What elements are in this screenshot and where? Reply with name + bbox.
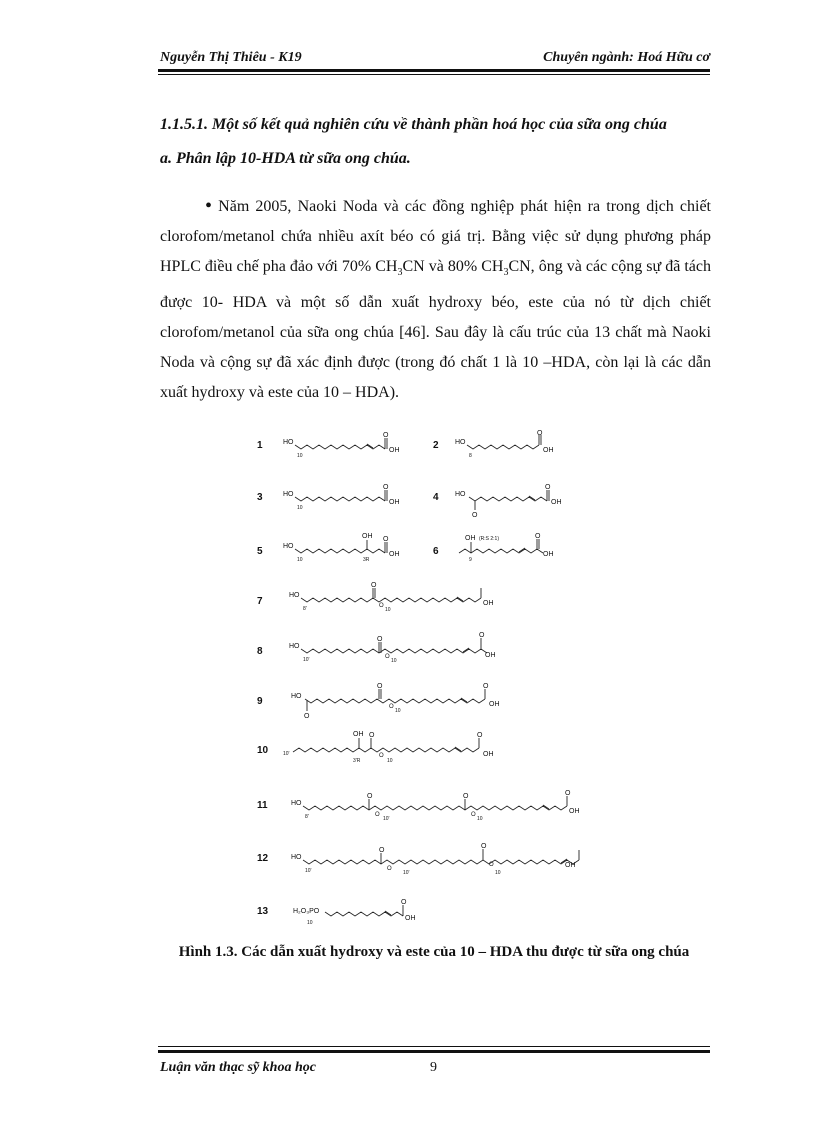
position-label: 3R bbox=[363, 557, 370, 563]
atom-label: OH bbox=[389, 551, 400, 558]
subscript-3: 3 bbox=[397, 267, 403, 279]
atom-label: O bbox=[489, 862, 494, 868]
footer-thesis-title: Luận văn thạc sỹ khoa học bbox=[160, 1060, 316, 1075]
atom-label: OH bbox=[485, 652, 496, 659]
section-heading: 1.1.5.1. Một số kết quả nghiên cứu về thành phần hoá học của sữa ong chúa bbox=[160, 116, 667, 133]
position-label: 10' bbox=[283, 751, 290, 757]
atom-label: OH bbox=[489, 701, 500, 708]
position-label: 10' bbox=[303, 657, 310, 663]
atom-label: OH bbox=[362, 533, 373, 540]
atom-label: HO bbox=[291, 693, 302, 700]
subscript-3: 3 bbox=[503, 267, 509, 279]
atom-label: HO bbox=[455, 439, 466, 446]
compound-number: 9 bbox=[257, 696, 263, 707]
body-paragraph bbox=[160, 190, 711, 408]
atom-label: OH bbox=[405, 915, 416, 922]
bullet-mark: • bbox=[205, 195, 213, 217]
atom-label: O bbox=[375, 812, 380, 818]
atom-label: O bbox=[387, 866, 392, 872]
position-label: 10' bbox=[383, 816, 390, 822]
atom-label: O bbox=[377, 683, 383, 690]
atom-label: O bbox=[389, 704, 394, 710]
atom-label: O bbox=[472, 512, 478, 519]
header-major: Chuyên ngành: Hoá Hữu cơ bbox=[543, 50, 710, 65]
atom-label: O bbox=[379, 753, 384, 759]
atom-label: O bbox=[379, 847, 385, 854]
atom-label: OH bbox=[353, 731, 364, 738]
atom-label: HO bbox=[283, 543, 294, 550]
header-rule bbox=[158, 69, 710, 72]
position-label: 10' bbox=[305, 868, 312, 874]
atom-label: O bbox=[383, 536, 389, 543]
atom-label: O bbox=[471, 812, 476, 818]
atom-label: O bbox=[537, 430, 543, 437]
subsection-heading: a. Phân lập 10-HDA từ sữa ong chúa. bbox=[160, 150, 411, 167]
position-label: 10 bbox=[297, 557, 303, 563]
atom-label: OH bbox=[465, 535, 476, 542]
compound-number: 5 bbox=[257, 546, 263, 557]
atom-label: OH bbox=[389, 499, 400, 506]
compound-number: 10 bbox=[257, 745, 269, 756]
atom-label: O bbox=[385, 654, 390, 660]
footer-rule-thin bbox=[158, 1046, 710, 1047]
paragraph-text-2: CN và 80% CH bbox=[402, 258, 504, 275]
atom-label: OH bbox=[389, 447, 400, 454]
compound-number: 13 bbox=[257, 906, 269, 917]
atom-label: O bbox=[483, 683, 489, 690]
ratio-label: (R:S 2:1) bbox=[479, 536, 500, 542]
compound-number: 8 bbox=[257, 646, 263, 657]
atom-label: HO bbox=[291, 854, 302, 861]
position-label: 10 bbox=[391, 658, 397, 664]
paragraph-text-3: CN, ông và các cộng sự đã tách được 10- HDA và một số dẫn xuất hydroxy béo, este của nó từ dịch chiết clorofom/metanol của sữa ong chúa [46]. Sau đây là cấu trúc của 13 chất mà Naoki Noda và cộng sự đã xác định được (trong đó chất 1 là 10 –HDA, còn lại là các dẫn xuất hydroxy và este của 10 – HDA). bbox=[160, 258, 712, 402]
position-label: 10' bbox=[403, 870, 410, 876]
atom-label: O bbox=[479, 632, 485, 639]
atom-label: OH bbox=[551, 499, 562, 506]
compound-number: 11 bbox=[257, 800, 268, 811]
atom-label: HO bbox=[283, 439, 294, 446]
carbon-chain bbox=[325, 912, 403, 916]
atom-label: HO bbox=[455, 491, 466, 498]
atom-label: HO bbox=[289, 643, 300, 650]
compound-number: 3 bbox=[257, 492, 263, 503]
compound-number: 2 bbox=[433, 440, 439, 451]
carbon-chain bbox=[469, 497, 547, 501]
atom-label: O bbox=[565, 790, 571, 797]
position-label: 10 bbox=[297, 453, 303, 459]
atom-label: HO bbox=[289, 592, 300, 599]
compound-number: 12 bbox=[257, 853, 269, 864]
atom-label: O bbox=[379, 603, 384, 609]
carbon-chain bbox=[305, 699, 485, 703]
position-label: 8 bbox=[469, 453, 472, 459]
atom-label: O bbox=[545, 484, 551, 491]
position-label: 10 bbox=[395, 708, 401, 714]
atom-label: OH bbox=[565, 862, 576, 869]
atom-label: HO bbox=[291, 800, 302, 807]
atom-label: O bbox=[401, 899, 407, 906]
header-author: Nguyễn Thị Thiêu - K19 bbox=[160, 50, 302, 65]
carbon-chain bbox=[301, 649, 487, 653]
page-number: 9 bbox=[430, 1060, 437, 1075]
atom-label: O bbox=[304, 713, 310, 720]
compound-number: 7 bbox=[257, 596, 263, 607]
paragraph-text-1: Năm 2005, Naoki Noda và các đồng nghiệp phát hiện ra trong dịch chiết clorofom/metanol chứa nhiều axít béo có giá trị. Bằng việc sử dụng phương pháp HPLC điều chế pha đảo với 70% CH bbox=[160, 198, 711, 275]
carbon-chain bbox=[293, 748, 479, 752]
footer-rule bbox=[158, 1050, 710, 1053]
carbon-chain bbox=[301, 598, 481, 602]
position-label: 10 bbox=[495, 870, 501, 876]
position-label: 8' bbox=[303, 606, 307, 612]
position-label: 10 bbox=[477, 816, 483, 822]
atom-label: O bbox=[369, 732, 375, 739]
atom-label: O bbox=[383, 484, 389, 491]
atom-label: O bbox=[477, 732, 483, 739]
carbon-chain bbox=[295, 549, 385, 553]
atom-label: OH bbox=[543, 551, 554, 558]
atom-label: O bbox=[377, 636, 383, 643]
chemical-structures-figure bbox=[255, 430, 585, 930]
compound-number: 4 bbox=[433, 492, 439, 503]
atom-label: H₂O₃PO bbox=[293, 908, 320, 915]
figure-caption: Hình 1.3. Các dẫn xuất hydroxy và este của 10 – HDA thu được từ sữa ong chúa bbox=[178, 944, 690, 960]
atom-label: OH bbox=[483, 751, 494, 758]
atom-label: OH bbox=[543, 447, 554, 454]
position-label: 10 bbox=[387, 758, 393, 764]
position-label: 9 bbox=[469, 557, 472, 563]
atom-label: O bbox=[371, 582, 377, 589]
atom-label: O bbox=[383, 432, 389, 439]
position-label: 8' bbox=[305, 814, 309, 820]
carbon-chain bbox=[295, 497, 385, 501]
position-label: 10 bbox=[307, 920, 313, 926]
atom-label: OH bbox=[569, 808, 580, 815]
position-label: 3'R bbox=[353, 758, 361, 764]
atom-label: O bbox=[367, 793, 373, 800]
header-rule-thin bbox=[158, 74, 710, 75]
atom-label: HO bbox=[283, 491, 294, 498]
position-label: 10 bbox=[385, 607, 391, 613]
compound-number: 1 bbox=[257, 440, 263, 451]
atom-label: O bbox=[535, 533, 541, 540]
atom-label: OH bbox=[483, 600, 494, 607]
atom-label: O bbox=[481, 843, 487, 850]
atom-label: O bbox=[463, 793, 469, 800]
position-label: 10 bbox=[297, 505, 303, 511]
carbon-chain bbox=[459, 549, 543, 553]
carbon-chain bbox=[467, 445, 539, 449]
carbon-chain bbox=[303, 860, 579, 864]
carbon-chain bbox=[303, 806, 567, 810]
compound-number: 6 bbox=[433, 546, 439, 557]
